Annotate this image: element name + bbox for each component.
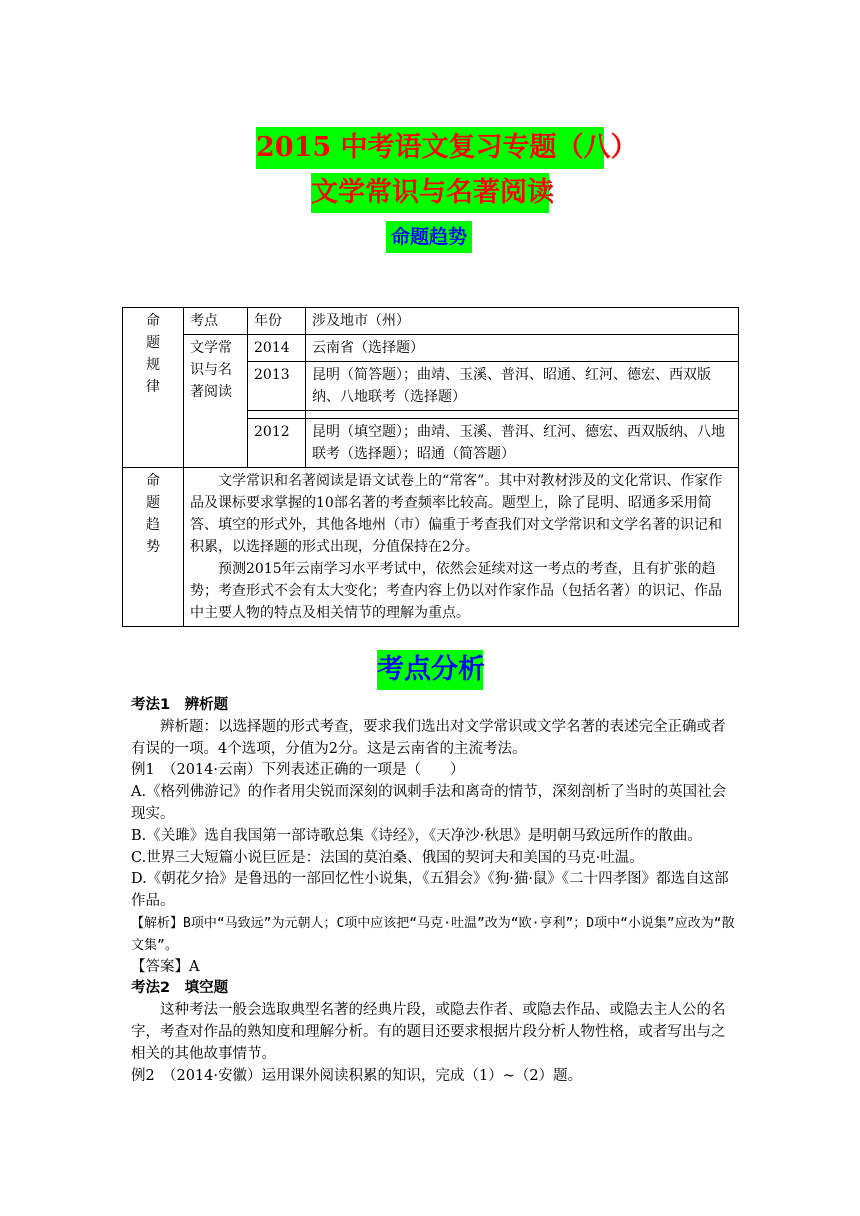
rule-label: 命题规律 xyxy=(146,313,160,395)
document-title: 2015 中考语文复习专题（八） xyxy=(256,127,604,169)
option-b: B.《关雎》选自我国第一部诗歌总集《诗经》，《天净沙·秋思》是明朝马致远所作的散曲。 xyxy=(131,827,702,844)
trend-paragraph: 预测2015年云南学习水平考试中，依然会延续对这一考点的考查，且有扩张的趋势；考查形式不会有太大变化；考查内容上仍以对作家作品（包括名著）的识记、作品中主要人物的特点及相关情节的理解为重点。 xyxy=(190,561,722,621)
header-point: 考点 xyxy=(184,308,248,335)
year-cell: 2012 xyxy=(248,419,306,468)
rule-label-cell xyxy=(123,308,184,468)
section-heading-trend: 命题趋势 xyxy=(386,221,472,253)
header-year: 年份 xyxy=(248,308,306,335)
method-heading: 考法2 填空题 xyxy=(131,980,229,997)
option-d: D.《朝花夕拾》是鲁迅的一部回忆性小说集，《五猖会》《狗·猫·鼠》《二十四孝图》都选自这部作品。 xyxy=(131,871,729,910)
trend-content-cell xyxy=(184,468,739,627)
document-subtitle: 文学常识与名著阅读 xyxy=(311,173,549,213)
year-cell: 2013 xyxy=(248,362,306,411)
method-heading: 考法1 辨析题 xyxy=(131,697,229,713)
example-question: 例1 （2014·云南）下列表述正确的一项是（ ） xyxy=(131,762,465,779)
analysis-content xyxy=(131,695,737,1087)
method-description: 辨析题：以选择题的形式考查，要求我们选出对文学常识或文学名著的表述完全正确或者有误的一项。4个选项，分值为2分。这是云南省的主流考法。 xyxy=(131,718,726,757)
example-question: 例2 （2014·安徽）运用课外阅读积累的知识，完成（1）~（2）题。 xyxy=(131,1067,583,1084)
region-cell: 云南省（选择题） xyxy=(306,335,739,362)
trend-table xyxy=(122,307,739,627)
option-a: A.《格列佛游记》的作者用尖锐而深刻的讽刺手法和离奇的情节，深刻剖析了当时的英国社会现实。 xyxy=(131,784,727,822)
answer: 【答案】A xyxy=(131,958,200,975)
trend-label-cell xyxy=(123,468,184,627)
point-cell xyxy=(184,335,248,468)
point-value: 文学常识与名著阅读 xyxy=(190,340,232,400)
region-cell: 昆明（简答题）；曲靖、玉溪、普洱、昭通、红河、德宏、西双版纳、八地联考（选择题） xyxy=(306,362,739,411)
analysis-note: 【解析】B项中“马致远”为元朝人；C项中应该把“马克·吐温”改为“欧·亨利”；D项中“小说集”应改为“散文集”。 xyxy=(131,915,735,953)
section-heading-analysis: 考点分析 xyxy=(377,650,483,690)
method-description: 这种考法一般会选取典型名著的经典片段，或隐去作者、或隐去作品、或隐去主人公的名字，考查对作品的熟知度和理解分析。有的题目还要求根据片段分析人物性格，或者写出与之相关的其他故事情节。 xyxy=(131,1002,726,1062)
option-c: C.世界三大短篇小说巨匠是：法国的莫泊桑、俄国的契诃夫和美国的马克·吐温。 xyxy=(131,849,644,866)
trend-paragraph: 文学常识和名著阅读是语文试卷上的“常客”。其中对教材涉及的文化常识、作家作品及课标要求掌握的10部名著的考查频率比较高。题型上，除了昆明、昭通多采用简答、填空的形式外，其他各地州（市）偏重于考查我们对文学常识和文学名著的识记和积累，以选择题的形式出现，分值保持在2分。 xyxy=(190,473,723,555)
trend-label: 命题趋势 xyxy=(146,473,160,555)
region-cell: 昆明（填空题）；曲靖、玉溪、普洱、红河、德宏、西双版纳、八地联考（选择题）；昭通（简答题） xyxy=(306,419,739,468)
year-cell: 2014 xyxy=(248,335,306,362)
header-region: 涉及地市（州） xyxy=(306,308,739,335)
